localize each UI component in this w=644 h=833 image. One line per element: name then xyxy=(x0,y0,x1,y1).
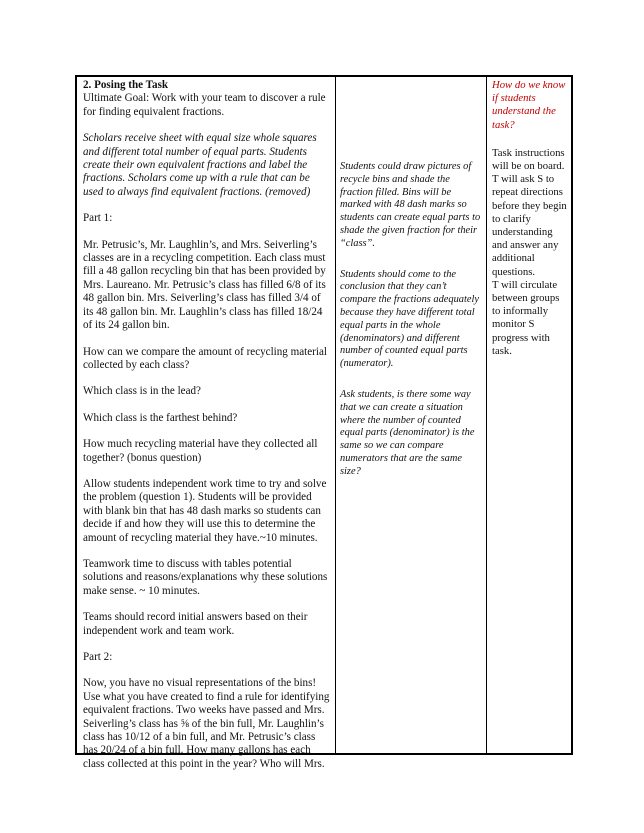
assessment-column xyxy=(487,77,571,753)
independent-work: Allow students independent work time to try and solve the problem (question 1). Students will be provided with blank bin that has 48 dash marks so students can decide if and how they will use this to determine the amount of recycling material they have.~10 minutes. xyxy=(83,477,327,544)
scholars-note: Scholars receive sheet with equal size whole squares and different total number of equal parts. Students create their own equivalent fractions and label the fractions. Scholars come up with a rule that can be used to always find equivalent fractions. (removed) xyxy=(83,132,317,198)
draw-note: Students could draw pictures of recycle bins and shade the fraction filled. Bins will be marked with 48 dash marks so students can create equal parts to shade the given fraction for their “class”. xyxy=(340,161,481,249)
teamwork-time: Teamwork time to discuss with tables potential solutions and reasons/explanations why these solutions make sense. ~ 10 minutes. xyxy=(83,557,328,597)
task-column xyxy=(77,77,336,770)
lesson-plan-table xyxy=(75,75,573,770)
part2-problem: Now, you have no visual representations of the bins! Use what you have created to find a rule for identifying equivalent fractions. Two weeks have passed and Mrs. Seiverling’s class has ⅝ of the bin full, Mr. Laughlin’s class has 10/12 of a bin full, and Mr. Petrusic’s class has 20/24 of a bin full. How many gallons has each class collected at this point in the year? Who will Mrs. xyxy=(83,677,330,770)
circulate-note: T will circulate between groups to informally monitor S progress with task. xyxy=(492,278,560,357)
student-responses-column xyxy=(336,77,487,753)
question-behind: Which class is the farthest behind? xyxy=(83,411,238,424)
part2-heading: Part 2: xyxy=(83,651,113,663)
question-compare: How can we compare the amount of recycling material collected by each class? xyxy=(83,345,327,371)
question-lead: Which class is in the lead? xyxy=(83,385,201,398)
conclusion-note: Students should come to the conclusion that they can’t compare the fractions adequately because they have different total equal parts in the whole (denominators) and different number of counted equal parts (numerator). xyxy=(340,268,479,370)
part1-heading: Part 1: xyxy=(83,212,113,225)
ultimate-goal: Ultimate Goal: Work with your team to discover a rule for finding equivalent fractions. xyxy=(83,92,326,118)
ask-note: Ask students, is there some way that we can create a situation where the number of counted equal parts (denominator) is the same so we can compare numerators that are the same size? xyxy=(340,388,475,477)
part1-problem: Mr. Petrusic’s, Mr. Laughlin’s, and Mrs. Seiverling’s classes are in a recycling competition. Each class must fill a 48 gallon recycling bin that has been provided by Mrs. Laureano. Mr. Petrusic’s class has filled 6/8 of its 48 gallon bin. Mrs. Seiverling’s class has filled 3/4 of its 48 gallon bin. Mr. Laughlin’s class has filled 18/24 of its 24 gallon bin. xyxy=(83,238,326,332)
section-title: 2. Posing the Task xyxy=(83,79,169,91)
record-answers: Teams should record initial answers based on their independent work and team work. xyxy=(83,611,308,637)
task-instructions: Task instructions will be on board. T will ask S to repeat directions before they begin to clarify understanding and answer any additional questions. xyxy=(492,146,567,278)
assessment-question: How do we know if students understand the task? xyxy=(492,79,566,131)
question-bonus: How much recycling material have they collected all together? (bonus question) xyxy=(83,438,318,464)
